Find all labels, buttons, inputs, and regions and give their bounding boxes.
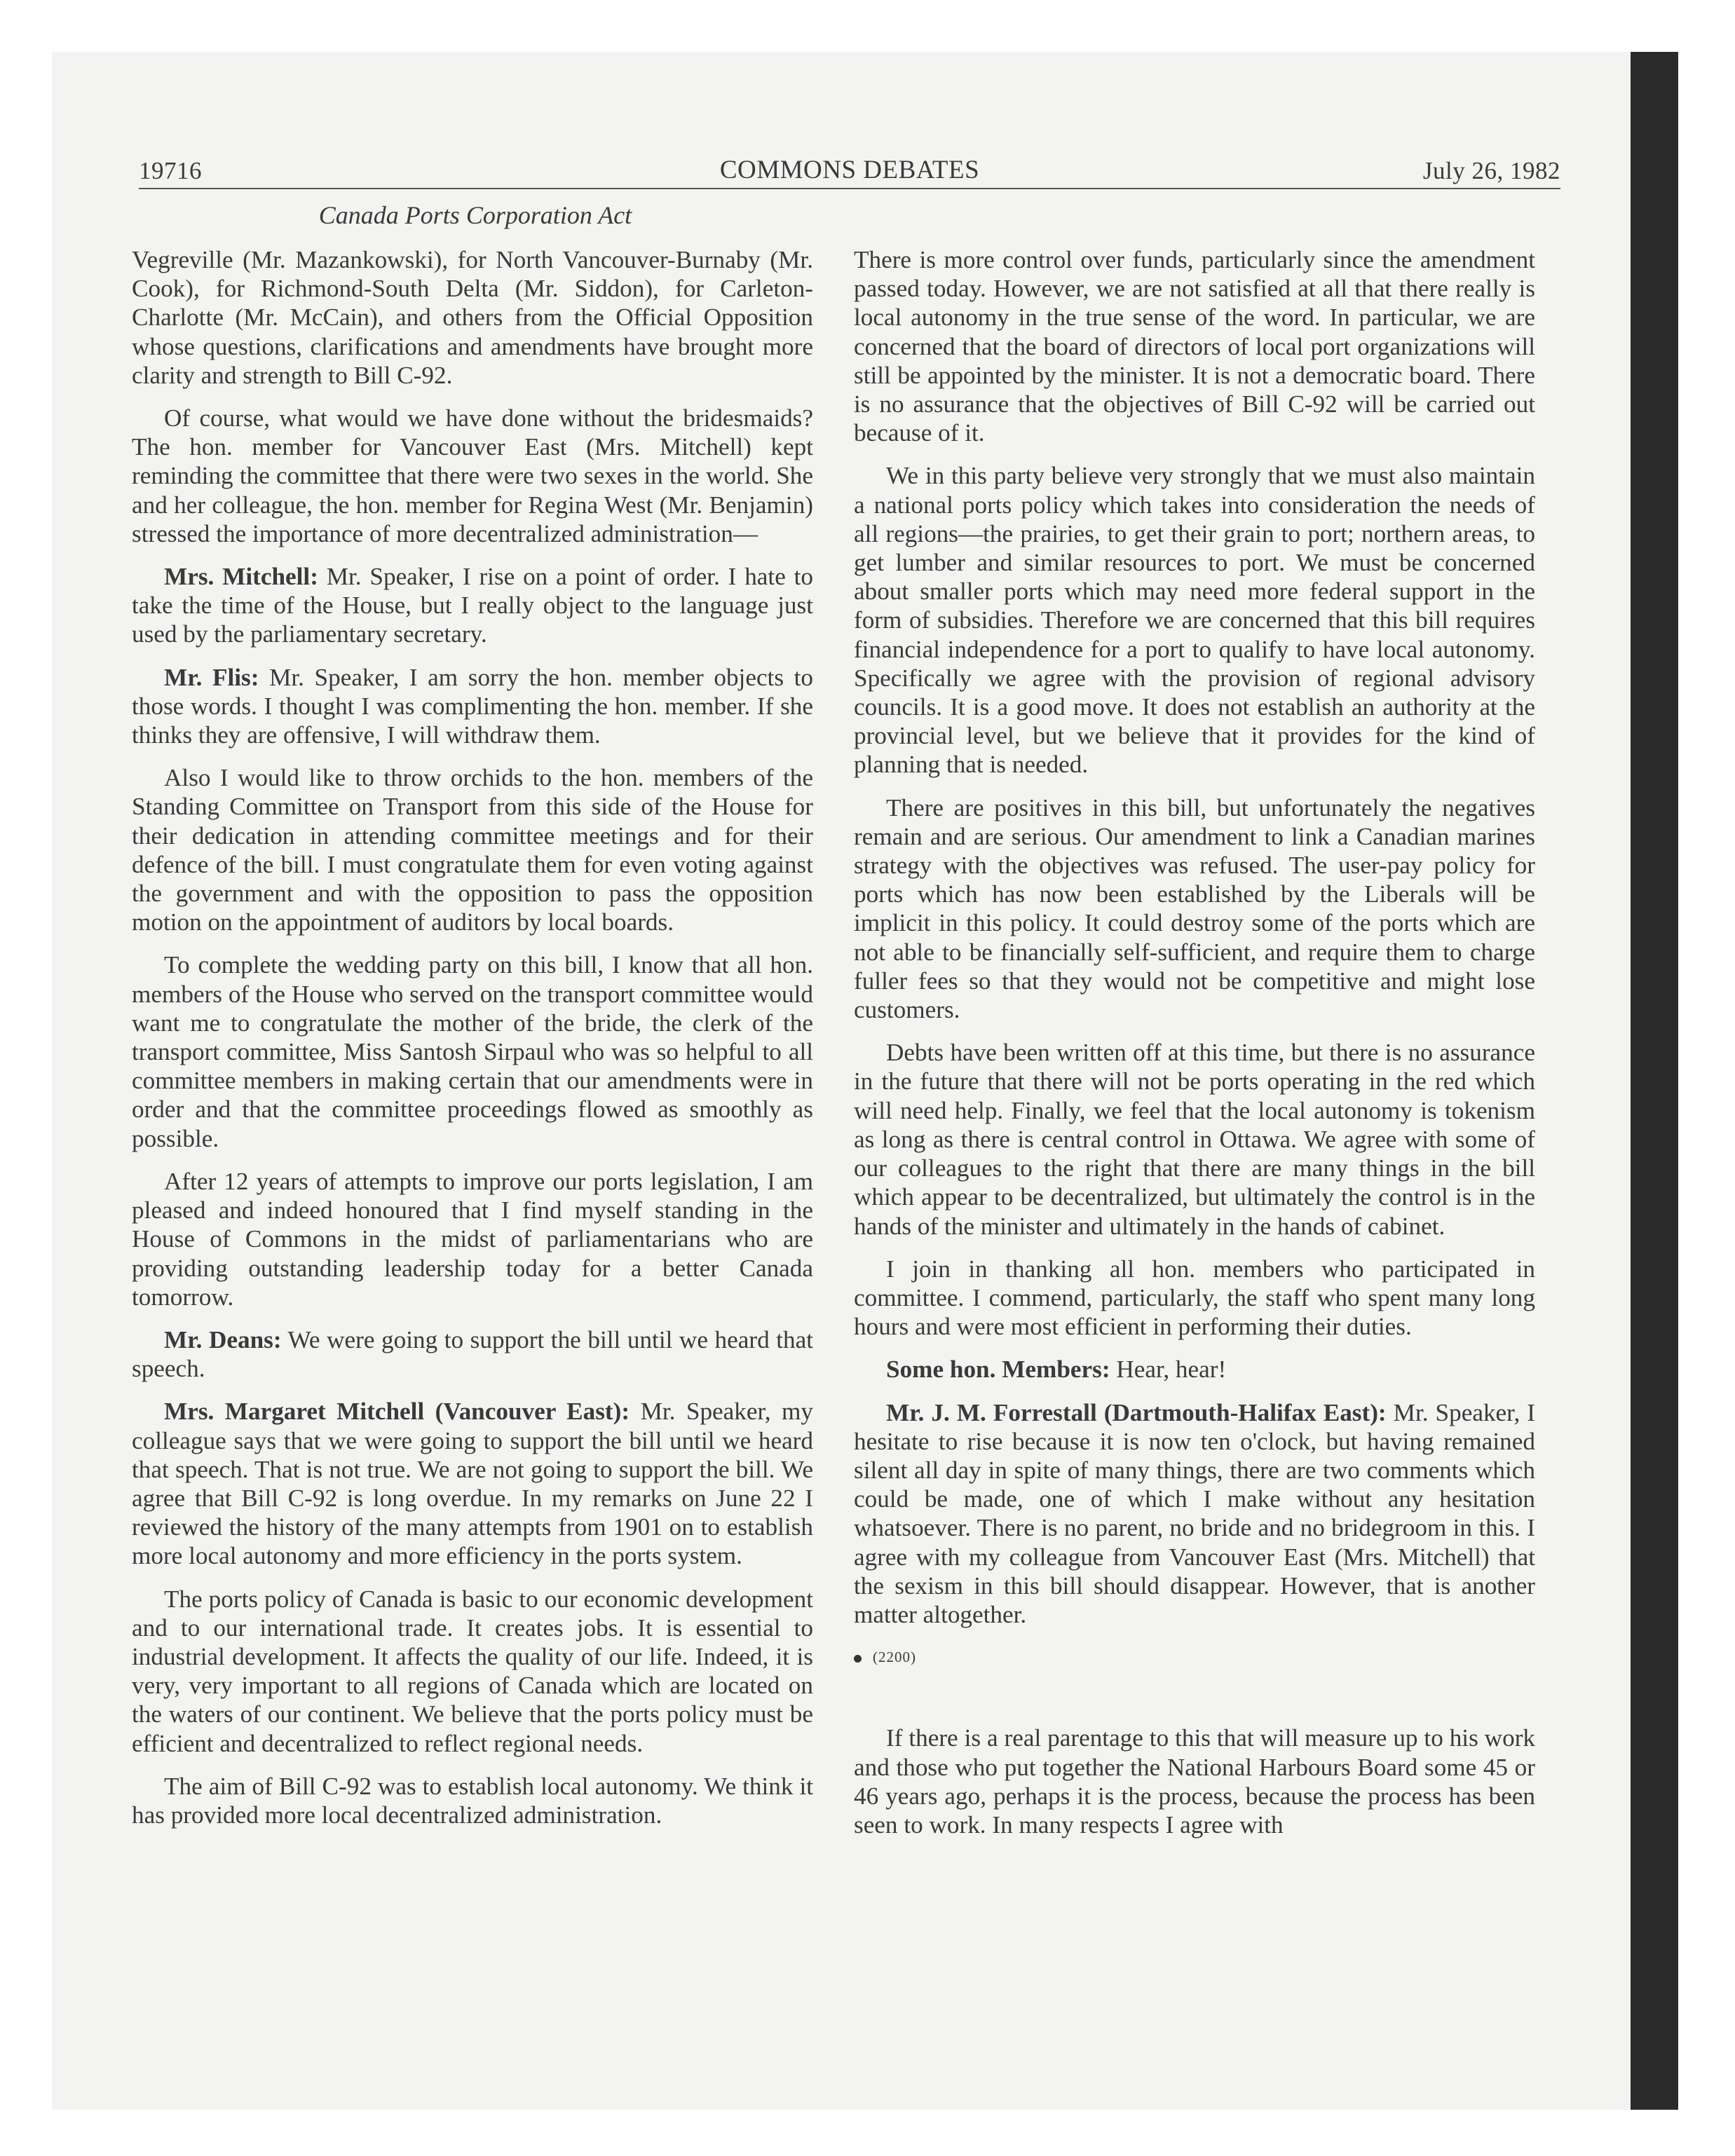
- paragraph: [854, 1724, 1535, 1839]
- time-marker-text: (2200): [873, 1649, 916, 1666]
- paragraph-text: If there is a real parentage to this that will measure up to his work and those who put together the National Harbours Board some 45 or 46 years ago, perhaps it is the process, because the process has been seen to work. In many respects I agree with: [854, 1724, 1535, 1838]
- page-header: [139, 151, 1560, 189]
- speaker-name: Mrs. Margaret Mitchell (Vancouver East):: [164, 1398, 630, 1426]
- paragraph: [132, 763, 813, 936]
- paragraph: [854, 1398, 1535, 1630]
- paragraph-text: There is more control over funds, particularly since the amendment passed today. However, we are not satisfied at all that there really is local autonomy in the true sense of the word. In particular, we are concerned that the board of directors of local port organizations will still be appointed by the minister. It is not a democratic board. There is no assurance that the objectives of Bill C-92 will be carried out because of it.: [854, 246, 1535, 447]
- page-date: July 26, 1982: [1422, 157, 1560, 184]
- paragraph-text: Debts have been written off at this time, but there is no assurance in the future that there will not be ports operating in the red which will need help. Finally, we feel that the local autonomy is tokenism as long as there is central control in Ottawa. We agree with some of our colleagues to the right that there are many things in the bill which appear to be decentralized, but ultimately the control is in the hands of the minister and ultimately in the hands of cabinet.: [854, 1039, 1535, 1240]
- section-title: Canada Ports Corporation Act: [318, 201, 632, 229]
- paragraph-text: We were going to support the bill until we heard that speech.: [132, 1325, 813, 1383]
- paragraph-text: Mr. Speaker, I am sorry the hon. member objects to those words. I thought I was complimenting the hon. member. If she thinks they are offensive, I will withdraw them.: [132, 663, 814, 749]
- page-number: 19716: [139, 157, 202, 184]
- paragraph-text: There are positives in this bill, but unfortunately the negatives remain and are serious. Our amendment to link a Canadian marines strategy with the objectives was refused. The user-pay policy for ports which has now been established by the Liberals will be implicit in this policy. It could destroy some of the ports which are not able to be financially self-sufficient, and require them to charge fuller fees so that they would not be competitive and might lose customers.: [854, 793, 1535, 1024]
- paragraph-text: Mr. Speaker, I rise on a point of order. I hate to take the time of the House, but I really object to the language just used by the parliamentary secretary.: [132, 563, 813, 648]
- paragraph: [854, 793, 1535, 1025]
- bullet-icon: [854, 1655, 862, 1663]
- paragraph-text: Also I would like to throw orchids to the hon. members of the Standing Committee on Transport from this side of the House for their dedication in attending committee meetings and for their defence of the bill. I must congratulate them for even voting against the government and with the opposition to pass the opposition motion on the appointment of auditors by local boards.: [132, 764, 813, 936]
- paragraph-text: We in this party believe very strongly that we must also maintain a national ports policy which takes into consideration the needs of all regions—the prairies, to get their grain to port; northern areas, to get lumber and similar resources to port. We must be concerned about smaller ports which may need more federal support in the form of subsidies. Therefore we are concerned that this bill requires financial independence for a port to qualify to have local autonomy. Specifically we agree with the provision of regional advisory councils. It is a good move. It does not establish an authority at the provincial level, but we believe that it provides for the kind of planning that is needed.: [854, 462, 1535, 779]
- paragraph: [132, 1585, 813, 1758]
- paragraph-text: I join in thanking all hon. members who participated in committee. I commend, particularly, the staff who spent many long hours and were most efficient in performing their duties.: [854, 1255, 1535, 1341]
- paragraph: [132, 562, 813, 649]
- speaker-name: Mrs. Mitchell:: [164, 563, 318, 591]
- paragraph-text: To complete the wedding party on this bill, I know that all hon. members of the House who served on the transport committee would want me to congratulate the mother of the bride, the clerk of the transport committee, Miss Santosh Sirpaul who was so helpful to all committee members in making certain that our amendments were in order and that the committee proceedings flowed as smoothly as possible.: [132, 951, 813, 1152]
- paragraph-text: Hear, hear!: [1116, 1356, 1227, 1384]
- left-column: [132, 245, 813, 1843]
- right-column: [854, 245, 1535, 1853]
- paragraph-text: After 12 years of attempts to improve our ports legislation, I am pleased and indeed honoured that I find myself standing in the House of Commons in the midst of parliamentarians who are providing outstanding leadership today for a better Canada tomorrow.: [132, 1167, 813, 1311]
- paragraph-text: Of course, what would we have done without the bridesmaids? The hon. member for Vancouver East (Mrs. Mitchell) kept reminding the committee that there were two sexes in the world. She and her colleague, the hon. member for Regina West (Mr. Benjamin) stressed the importance of more decentralized administration—: [132, 404, 813, 547]
- speaker-name: Mr. J. M. Forrestall (Dartmouth-Halifax East):: [886, 1398, 1387, 1426]
- paragraph-text: Mr. Speaker, I hesitate to rise because it is now ten o'clock, but having remained silent all day in spite of many things, there are two comments which could be made, one of which I make without any hesitation whatsoever. There is no parent, no bride and no bridegroom in this. I agree with my colleague from Vancouver East (Mrs. Mitchell) that the sexism in this bill should disappear. However, that is another matter altogether.: [854, 1398, 1536, 1628]
- paragraph: [854, 1355, 1535, 1384]
- paragraph: [854, 245, 1535, 447]
- paragraph: [132, 404, 813, 548]
- paragraph: [132, 1772, 813, 1829]
- paragraph-text: Vegreville (Mr. Mazankowski), for North Vancouver-Burnaby (Mr. Cook), for Richmond-South Delta (Mr. Siddon), for Carleton-Charlotte (Mr. McCain), and others from the Official Opposition whose questions, clarifications and amendments have brought more clarity and strength to Bill C-92.: [132, 246, 813, 389]
- paragraph: [132, 663, 813, 750]
- scan-edge-bar: [1631, 52, 1678, 2110]
- paragraph: [132, 1397, 813, 1570]
- speaker-name: Some hon. Members:: [886, 1356, 1110, 1384]
- paragraph-text: The ports policy of Canada is basic to our economic development and to our international trade. It creates jobs. It is essential to industrial development. It affects the quality of our life. Indeed, it is very, very important to all regions of Canada which are located on the waters of our continent. We believe that the ports policy must be efficient and decentralized to reflect regional needs.: [132, 1585, 813, 1757]
- paragraph: [132, 1167, 813, 1311]
- paragraph-text: The aim of Bill C-92 was to establish local autonomy. We think it has provided more local decentralized administration.: [132, 1772, 813, 1829]
- paragraph: [854, 1038, 1535, 1240]
- time-marker: [854, 1643, 1535, 1672]
- paragraph: [132, 950, 813, 1152]
- speaker-name: Mr. Flis:: [164, 663, 259, 691]
- paragraph: [854, 461, 1535, 779]
- speaker-name: Mr. Deans:: [164, 1325, 282, 1353]
- paragraph: [854, 1255, 1535, 1342]
- paragraph-text: Mr. Speaker, my colleague says that we were going to support the bill until we heard that speech. That is not true. We are not going to support the bill. We agree that Bill C-92 is long overdue. In my remarks on June 22 I reviewed the history of the many attempts from 1901 on to establish more local autonomy and more efficiency in the ports system.: [132, 1398, 814, 1570]
- paragraph: [132, 1325, 813, 1383]
- publication-title: COMMONS DEBATES: [719, 156, 980, 184]
- paragraph: [132, 245, 813, 390]
